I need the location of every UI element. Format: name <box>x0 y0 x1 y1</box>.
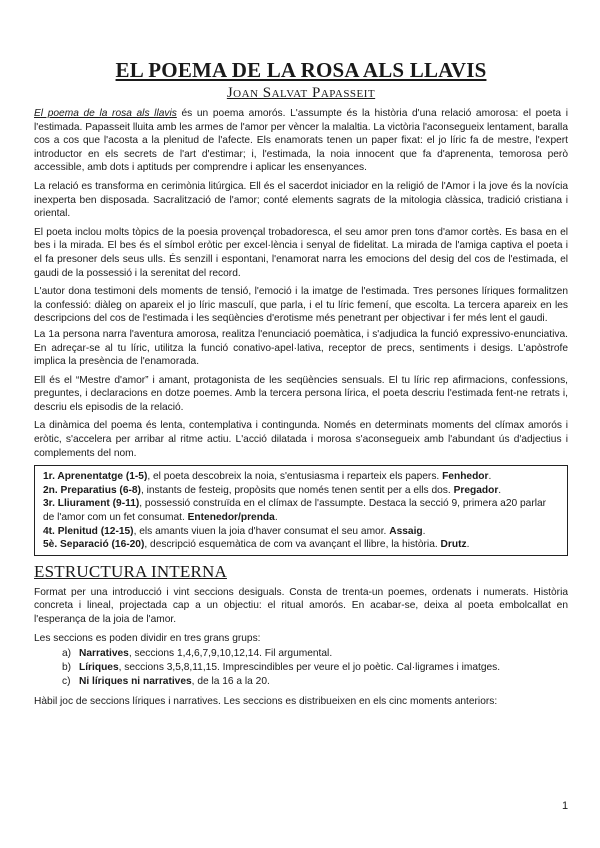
document-page <box>34 58 568 714</box>
paragraph-sections-distribution: Hàbil joc de seccions líriques i narratives. Les seccions es distribueixen en els cinc moments anteriors: <box>34 696 498 708</box>
moment-item <box>43 497 559 524</box>
moment-end: . <box>488 471 492 483</box>
group-description: , seccions 1,4,6,7,9,10,12,14. Fil argumental. <box>128 648 333 660</box>
moment-title: 5è. Separació (16-20) <box>43 539 145 551</box>
list-marker: c) <box>62 676 71 688</box>
list-item <box>62 661 568 675</box>
paragraph-groups-intro: Les seccions es poden dividir en tres grans grups: <box>34 632 261 644</box>
work-title-reference: El poema de la rosa als llavis <box>34 108 177 119</box>
moment-item <box>43 538 559 552</box>
group-name: Líriques <box>79 662 119 674</box>
moment-end: . <box>466 539 470 551</box>
group-name: Narratives <box>79 648 129 660</box>
document-subtitle: Joan Salvat Papasseit <box>226 85 376 101</box>
moment-description: , descripció esquemàtica de com va avançant el llibre, la història. <box>144 539 441 551</box>
group-description: , seccions 3,5,8,11,15. Imprescindibles per veure el jo poètic. Cal·ligrames i imatges. <box>118 662 501 674</box>
moment-description: , possessió construïda en el clímax de l'assumpte. Destaca la secció 9, primera a20 parlar de l'amor com un fet consumat. <box>43 498 547 524</box>
moments-box <box>34 465 568 556</box>
list-item <box>62 647 568 661</box>
paragraph-intro <box>34 107 568 175</box>
moment-end: . <box>498 484 502 496</box>
group-name: Ni líriques ni narratives <box>79 676 192 688</box>
moment-description: , els amants viuen la joia d'haver consumat el seu amor. <box>133 525 390 537</box>
list-marker: a) <box>62 648 72 660</box>
page-number: 1 <box>562 800 569 812</box>
moment-description: , instants de festeig, propòsits que només tenen sentit per a ells dos. <box>140 484 454 496</box>
groups-list <box>34 647 568 689</box>
paragraph-master-of-love: Ell és el “Mestre d'amor” i amant, protagonista de les seqüències sensuals. El tu líric rep afirmacions, confessions, preguntes, i declaracions en dotze poemes. Amb la tercera persona lírica, el poeta descriu l'estimada fent-ne retrats i, descriu els episodis de la relació. <box>34 374 568 413</box>
moment-end: . <box>422 525 426 537</box>
document-title: EL POEMA DE LA ROSA ALS LLAVIS <box>115 58 487 82</box>
moment-term: Entenedor/prenda <box>187 512 275 524</box>
moment-item <box>43 525 559 539</box>
paragraph-dynamics: La dinàmica del poema és lenta, contemplativa i contingunda. Només en determinats moments del clímax amorós i eròtic, s'accelera per arribar al ritme actiu. L'acció dilatada i morosa s'aconsegueix amb l'abundant ús d'adjectius i complements del nom. <box>34 420 568 459</box>
paragraph-provencal: El poeta inclou molts tòpics de la poesia provençal trobadoresca, el seu amor pren tons d'amor cortès. Es basa en el bes i la mirada. El bes és el símbol eròtic per excel·lència i senyal de fidelitat. La mirada de l'amiga captiva el poeta i el fa presoner dels seus ulls. És senzill i espontani, l'enamorat narra les emocions del desig del cos de l'estimada, el gaudi de la possessió i la serenitat del record. <box>34 226 568 279</box>
moment-description: , el poeta descobreix la noia, s'entusiasma i reparteix els papers. <box>147 471 443 483</box>
group-description: , de la 16 a la 20. <box>191 676 270 688</box>
moment-term: Assaig <box>389 525 423 537</box>
list-marker: b) <box>62 662 72 674</box>
moment-title: 3r. Lliurament (9-11) <box>43 498 140 510</box>
moment-title: 4t. Plenitud (12-15) <box>43 525 134 537</box>
moment-end: . <box>274 512 278 524</box>
paragraph-lyric-persons: L'autor dona testimoni dels moments de tensió, l'emoció i la imatge de l'estimada. Tres persones líriques formalitzen la confessió: diàleg on apareix el jo líric masculí, que parla, i el tu líric femení, que escolta. La tercera apareix en les descripcions del cos de l'estimada i les seqüències d'erotisme més penetrant per objectivar i fer més lent el gaudi. <box>34 286 568 325</box>
paragraph-structure: Format per una introducció i vint seccions desiguals. Consta de trenta-un poemes, ordenats i numerats. Història concreta i lineal, projectada cap a un objectiu: el ritual amorós. En acabar-se, deixa al poeta embolcallat en l'esperança de la joia de l'amor. <box>34 586 568 625</box>
moment-term: Drutz <box>440 539 467 551</box>
moment-term: Pregador <box>453 484 499 496</box>
moment-title: 2n. Preparatius (6-8) <box>43 484 141 496</box>
moment-item <box>43 470 559 484</box>
moment-term: Fenhedor <box>442 471 489 483</box>
paragraph-first-person: La 1a persona narra l'aventura amorosa, realitza l'enunciació poemàtica, i s'adjudica la funció expressivo-enunciativa. En adreçar-se al tu líric, utilitza la funció conativo-apel·lativa, receptor de precs, sentiments i desigs. L'apòstrofe implica la presència de l'enamorada. <box>34 328 568 368</box>
list-item <box>62 675 568 689</box>
section-heading-structure: ESTRUCTURA INTERNA <box>34 561 227 581</box>
paragraph-liturgy: La relació es transforma en cerimònia litúrgica. Ell és el sacerdot iniciador en la religió de l'Amor i la jove és la novícia inexperta ben disposada. Sacralització de l'amor; conté elements sagrats de la mitologia clàssica, tradició cristiana i oriental. <box>34 180 568 220</box>
moment-item <box>43 484 559 498</box>
moment-title: 1r. Aprenentatge (1-5) <box>43 471 148 483</box>
paragraph-intro-text: és un poema amorós. L'assumpte és la història d'una relació amorosa: el poeta i l'estimada. Papasseit lluita amb les armes de l'amor per vèncer la malaltia. La victòria l'aconsegueix lentament, baralla cos a cos que l'acosta a la plenitud de l'afecte. Els enamorats tenen un paper fixat: el jo líric fa de mestre, l'expert introductor en els secrets de l'art d'estimar; i, l'estimada, la noia innocent que fa d'aprenenta, temorosa però accessible, amb dots i aptituds per comprendre i aplicar les ensenyances. <box>34 108 569 174</box>
